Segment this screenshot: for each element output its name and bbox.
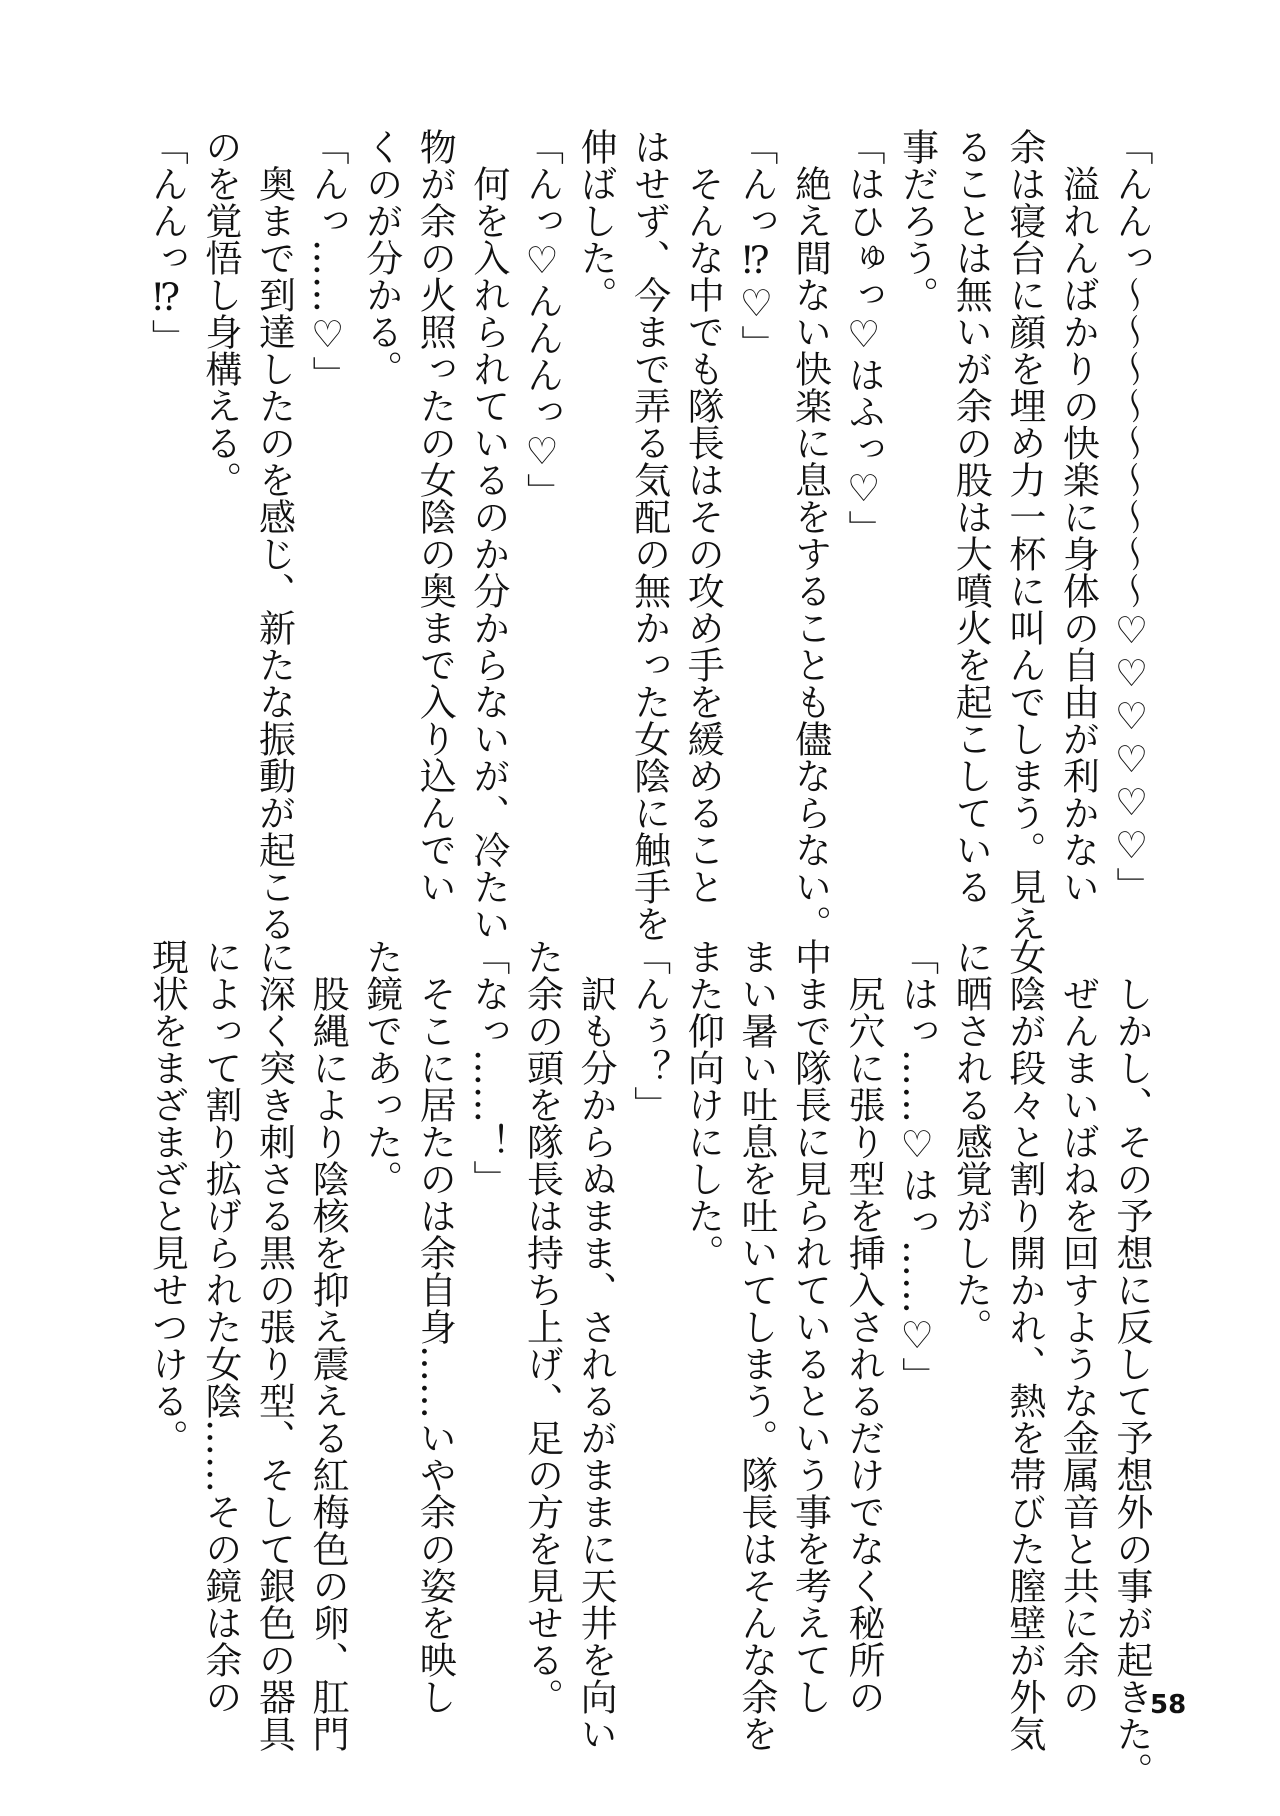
text-line: た鏡であった。 (359, 938, 403, 1197)
text-line: のを覚悟し身構える。 (198, 128, 242, 498)
text-line: 伸ばした。 (574, 128, 618, 313)
text-line: まい暑い吐息を吐いてしまう。隊長はそんな余を (734, 938, 778, 1752)
text-line: た余の頭を隊長は持ち上げ、足の方を見せる。 (520, 938, 564, 1715)
text-line: 絶え間ない快楽に息をすることも儘ならない。 (788, 128, 832, 942)
text-line: 中まで隊長に見られているという事を考えてし (788, 938, 832, 1715)
text-line: くのが分かる。 (359, 128, 403, 387)
text-line: 女陰が段々と割り開かれ、熱を帯びた膣壁が外気 (1002, 938, 1046, 1752)
text-line: 「んっ⁉♡」 (734, 128, 778, 362)
text-line: 「んんっ〜〜〜〜〜〜〜〜〜♡♡♡♡♡♡」 (1110, 128, 1153, 904)
text-line: そこに居たのは余自身……いや余の姿を映し (413, 938, 457, 1715)
text-block-top (140, 128, 1158, 942)
text-line: 「はひゅっ♡はふっ♡」 (842, 128, 886, 547)
text-line: はせず、今まで弄る気配の無かった女陰に触手を (627, 128, 671, 942)
text-line: に深く突き刺さる黒の張り型、そして銀色の器具 (252, 938, 296, 1752)
text-line: 尻穴に張り型を挿入されるだけでなく秘所の (842, 938, 886, 1715)
text-line: 余は寝台に顔を埋め力一杯に叫んでしまう。見え (1002, 128, 1046, 942)
text-block-bottom (140, 938, 1158, 1789)
text-line: 事だろう。 (895, 128, 939, 313)
text-line: 溢れんばかりの快楽に身体の自由が利かない (1056, 128, 1100, 905)
text-line: 「なっ……！」 (466, 938, 510, 1197)
text-line: 「はっ……♡はっ……♡」 (895, 938, 939, 1394)
text-line: 現状をまざまざと見せつける。 (145, 938, 189, 1456)
text-line: 何を入れられているのか分からないが、冷たい (466, 128, 510, 942)
text-line: 物が余の火照ったの女陰の奥まで入り込んでい (413, 128, 457, 905)
text-line: 奥まで到達したのを感じ、新たな振動が起こる (252, 128, 296, 942)
text-line: しかし、その予想に反して予想外の事が起きた。 (1110, 938, 1153, 1789)
text-line: 訳も分からぬまま、されるがままに天井を向い (574, 938, 618, 1752)
text-line: 「んっ♡んんんっ♡」 (520, 128, 564, 510)
text-line: そんな中でも隊長はその攻め手を緩めること (681, 128, 725, 905)
text-line: に晒される感覚がした。 (949, 938, 993, 1345)
text-line: ぜんまいばねを回すような金属音と共に余の (1056, 938, 1100, 1715)
text-line: また仰向けにした。 (681, 938, 725, 1271)
text-line: 股縄により陰核を抑え震える紅梅色の卵、肛門 (306, 938, 350, 1752)
text-line: によって割り拡げられた女陰……その鏡は余の (198, 938, 242, 1715)
text-line: 「んっ……♡」 (306, 128, 350, 393)
text-line: 「んんっ⁉」 (145, 128, 189, 356)
text-line: 「んぅ？」 (627, 938, 671, 1123)
text-line: ることは無いが余の股は大噴火を起こしている (949, 128, 993, 905)
page-number: 58 (1150, 1690, 1187, 1720)
